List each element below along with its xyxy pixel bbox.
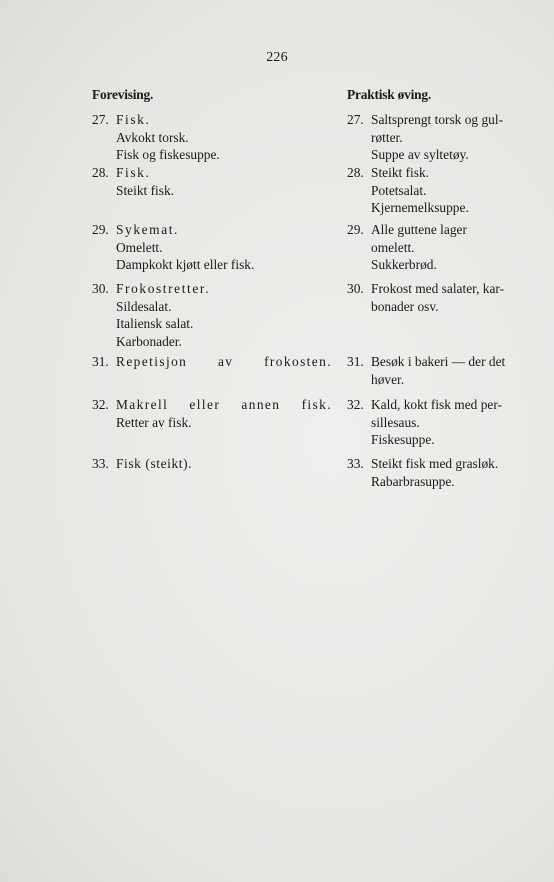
entry-line: høver. bbox=[371, 371, 405, 387]
right-entry-30 bbox=[347, 280, 527, 315]
entry-heading: Repetisjon av frokosten. bbox=[116, 354, 332, 369]
entry-number: 32. bbox=[92, 397, 109, 412]
left-entry-32 bbox=[92, 396, 332, 431]
left-entry-27 bbox=[92, 111, 332, 164]
left-column bbox=[92, 86, 332, 471]
entry-line: Karbonader. bbox=[116, 333, 182, 349]
entry-number: 30. bbox=[347, 281, 364, 296]
left-entry-29 bbox=[92, 221, 332, 274]
entry-line: Omelett. bbox=[116, 239, 163, 255]
entry-line: Kald, kokt fisk med per- bbox=[371, 397, 503, 412]
entry-number: 31. bbox=[347, 354, 364, 369]
entry-number: 33. bbox=[347, 456, 364, 471]
left-entry-30 bbox=[92, 280, 332, 350]
entry-heading: Makrell eller annen fisk. bbox=[116, 397, 332, 412]
entry-line: omelett. bbox=[371, 239, 415, 255]
entry-line: Steikt fisk. bbox=[116, 182, 175, 198]
left-entry-33 bbox=[92, 455, 332, 473]
entry-number: 29. bbox=[347, 222, 364, 237]
right-column bbox=[347, 86, 527, 489]
entry-number: 30. bbox=[92, 281, 109, 296]
entry-line: Rabarbrasuppe. bbox=[371, 473, 455, 489]
entry-number: 33. bbox=[92, 456, 109, 471]
entry-number: 27. bbox=[347, 112, 364, 127]
right-entry-28 bbox=[347, 164, 527, 217]
entry-number: 28. bbox=[92, 165, 109, 180]
entry-line: Fisk og fiskesuppe. bbox=[116, 147, 220, 163]
entry-number: 31. bbox=[92, 354, 109, 369]
entry-number: 32. bbox=[347, 397, 364, 412]
entry-line: Avkokt torsk. bbox=[116, 129, 189, 145]
left-entry-31 bbox=[92, 353, 332, 371]
entry-line: Suppe av syltetøy. bbox=[371, 147, 469, 163]
right-entry-27 bbox=[347, 111, 527, 164]
entry-line: Sukkerbrød. bbox=[371, 257, 437, 273]
right-entry-33 bbox=[347, 455, 527, 490]
entry-line: Sildesalat. bbox=[116, 298, 172, 314]
entry-number: 29. bbox=[92, 222, 109, 237]
entry-line: røtter. bbox=[371, 129, 403, 145]
entry-line: Steikt fisk. bbox=[371, 165, 430, 180]
entry-line: Saltsprengt torsk og gul- bbox=[371, 112, 504, 127]
entry-line: Steikt fisk med grasløk. bbox=[371, 456, 499, 471]
entry-line: sillesaus. bbox=[371, 414, 420, 430]
left-entry-28 bbox=[92, 164, 332, 199]
entry-heading: Fisk (steikt). bbox=[116, 456, 193, 471]
entry-line: Alle guttene lager bbox=[371, 222, 467, 237]
entry-line: Kjernemelksuppe. bbox=[371, 200, 469, 216]
page-number: 226 bbox=[266, 50, 288, 65]
entry-line: bonader osv. bbox=[371, 298, 439, 314]
entry-line: Italiensk salat. bbox=[116, 316, 194, 332]
entry-line: Fiskesuppe. bbox=[371, 432, 435, 448]
entry-number: 27. bbox=[92, 112, 109, 127]
right-entry-32 bbox=[347, 396, 527, 449]
entry-number: 28. bbox=[347, 165, 364, 180]
entry-heading: Fisk. bbox=[116, 112, 151, 127]
entry-heading: Sykemat. bbox=[116, 222, 180, 237]
left-column-title: Forevising. bbox=[92, 87, 154, 102]
entry-line: Dampkokt kjøtt eller fisk. bbox=[116, 257, 255, 273]
right-column-title: Praktisk øving. bbox=[347, 87, 432, 102]
entry-line: Potetsalat. bbox=[371, 182, 427, 198]
entry-line: Frokost med salater, kar- bbox=[371, 281, 505, 296]
right-entry-29 bbox=[347, 221, 527, 274]
entry-line: Retter av fisk. bbox=[116, 414, 192, 430]
entry-line: Besøk i bakeri — der det bbox=[371, 354, 506, 369]
entry-heading: Frokostretter. bbox=[116, 281, 211, 296]
right-entry-31 bbox=[347, 353, 527, 388]
entry-heading: Fisk. bbox=[116, 165, 151, 180]
